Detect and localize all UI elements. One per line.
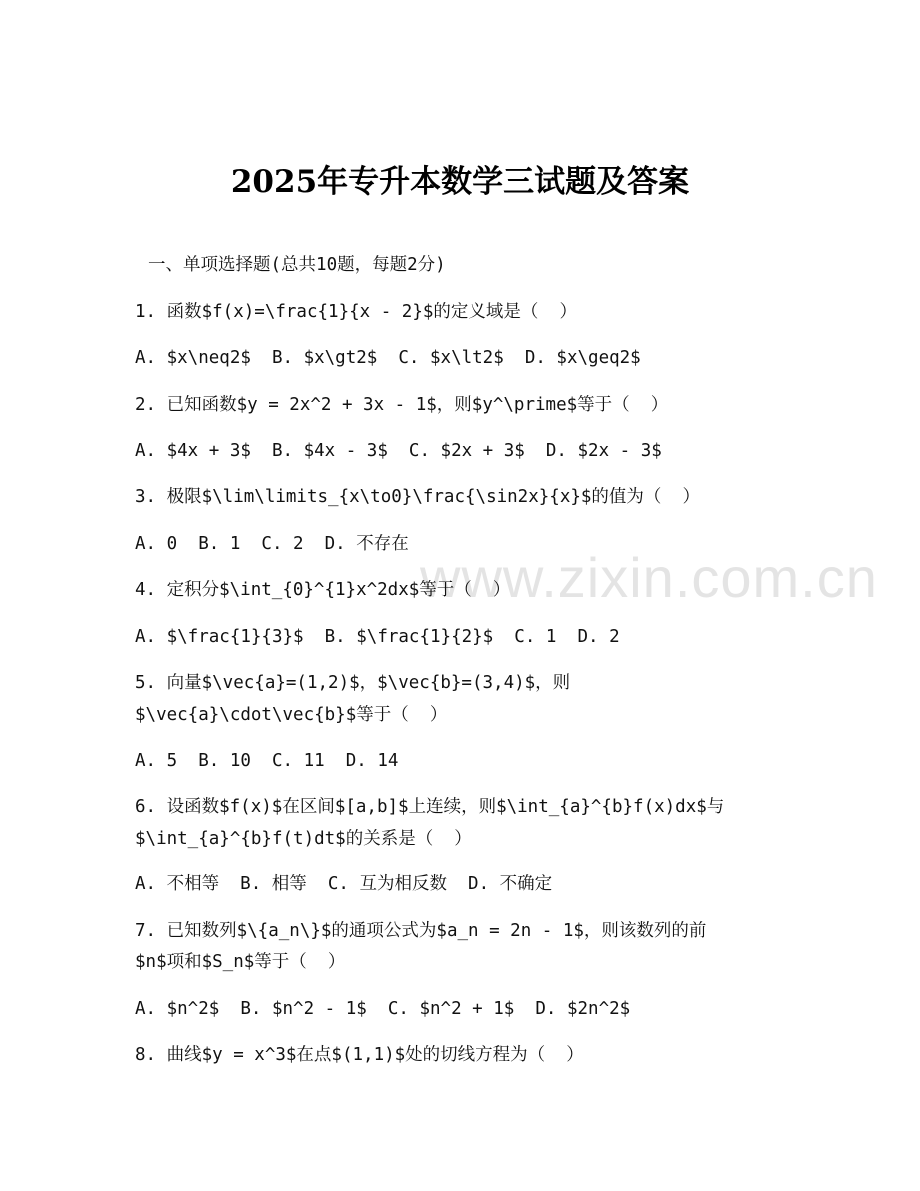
question-5-options: A. 5 B. 10 C. 11 D. 14 bbox=[135, 751, 399, 771]
question-1: 1. 函数$f(x)=\frac{1}{x - 2}$的定义域是（ ） bbox=[135, 302, 577, 322]
question-6-line-1: 6. 设函数$f(x)$在区间$[a,b]$上连续，则$\int_{a}^{b}f(x)dx$与 bbox=[135, 797, 725, 817]
watermark: www.zixin.com.cn bbox=[420, 546, 878, 609]
question-2: 2. 已知函数$y = 2x^2 + 3x - 1$，则$y^\prime$等于（ ） bbox=[135, 395, 669, 415]
question-3-options: A. 0 B. 1 C. 2 D. 不存在 bbox=[135, 534, 409, 554]
page-title: 2025年专升本数学三试题及答案 bbox=[230, 164, 690, 200]
question-4: 4. 定积分$\int_{0}^{1}x^2dx$等于（ ） bbox=[135, 580, 511, 600]
question-6-options: A. 不相等 B. 相等 C. 互为相反数 D. 不确定 bbox=[135, 874, 553, 894]
section-heading: 一、单项选择题(总共10题，每题2分) bbox=[148, 255, 446, 275]
question-5-line-1: 5. 向量$\vec{a}=(1,2)$，$\vec{b}=(3,4)$，则 bbox=[135, 673, 571, 693]
question-8: 8. 曲线$y = x^3$在点$(1,1)$处的切线方程为（ ） bbox=[135, 1045, 584, 1065]
question-7-options: A. $n^2$ B. $n^2 - 1$ C. $n^2 + 1$ D. $2n^2$ bbox=[135, 999, 631, 1019]
question-6-line-2: $\int_{a}^{b}f(t)dt$的关系是（ ） bbox=[135, 829, 472, 849]
question-2-options: A. $4x + 3$ B. $4x - 3$ C. $2x + 3$ D. $2x - 3$ bbox=[135, 441, 662, 461]
question-1-options: A. $x\neq2$ B. $x\gt2$ C. $x\lt2$ D. $x\geq2$ bbox=[135, 348, 641, 368]
question-3: 3. 极限$\lim\limits_{x\to0}\frac{\sin2x}{x}$的值为（ ） bbox=[135, 487, 701, 507]
question-7-line-1: 7. 已知数列$\{a_n\}$的通项公式为$a_n = 2n - 1$，则该数列的前 bbox=[135, 921, 707, 941]
question-4-options: A. $\frac{1}{3}$ B. $\frac{1}{2}$ C. 1 D. 2 bbox=[135, 627, 620, 647]
question-5-line-2: $\vec{a}\cdot\vec{b}$等于（ ） bbox=[135, 705, 448, 725]
question-7-line-2: $n$项和$S_n$等于（ ） bbox=[135, 952, 346, 972]
